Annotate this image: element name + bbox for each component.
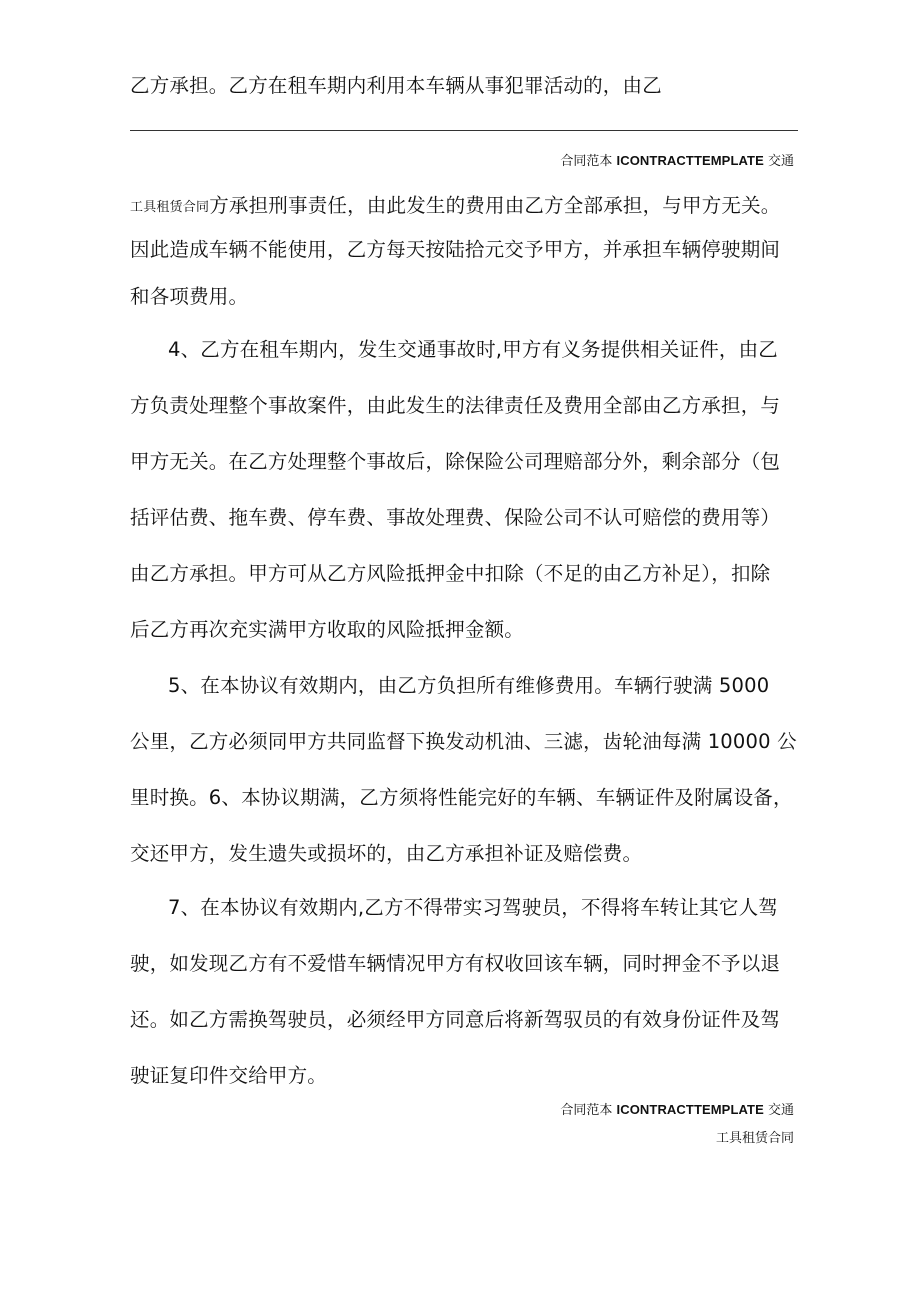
footer-suffix: 交通 [767,1103,794,1118]
paragraph-line: 方负责处理整个事故案件，由此发生的法律责任及费用全部由乙方承担，与 [130,394,781,417]
paragraph-line: 因此造成车辆不能使用，乙方每天按陆拾元交予甲方，并承担车辆停驶期间 [130,238,781,261]
paragraph-line: 驶证复印件交给甲方。 [130,1064,328,1087]
header-prefix: 合同范本 [560,154,613,169]
page-header [560,152,794,171]
paragraph-line: 里时换。6、本协议期满，乙方须将性能完好的车辆、车辆证件及附属设备， [130,786,793,809]
paragraph-line: 还。如乙方需换驾驶员，必须经甲方同意后将新驾驭员的有效身份证件及驾 [130,1008,781,1031]
paragraph-line: 后乙方再次充实满甲方收取的风险抵押金额。 [130,618,525,641]
paragraph-line-text: 方承担刑事责任，由此发生的费用由乙方全部承担，与甲方无关。 [209,194,781,217]
paragraph-line: 驶，如发现乙方有不爱惜车辆情况甲方有权收回该车辆，同时押金不予以退 [130,952,781,975]
paragraph-line: 公里，乙方必须同甲方共同监督下换发动机油、三滤，齿轮油每满 10000 公 [130,730,797,753]
header-suffix: 交通 [767,154,794,169]
page-footer-line2: 工具租赁合同 [715,1131,794,1146]
paragraph-line: 由乙方承担。甲方可从乙方风险抵押金中扣除（不足的由乙方补足），扣除 [130,562,771,585]
header-brand: ICONTRACTTEMPLATE [616,153,764,168]
header-divider [130,130,798,131]
paragraph-line: 甲方无关。在乙方处理整个事故后，除保险公司理赔部分外，剩余部分（包 [130,450,781,473]
clause-4-first-line: 4、乙方在租车期内，发生交通事故时,甲方有义务提供相关证件，由乙 [168,338,779,361]
header-suffix-inline: 工具租赁合同 [130,200,210,215]
paragraph-line: 括评估费、拖车费、停车费、事故处理费、保险公司不认可赔偿的费用等） [130,506,781,529]
clause-5-first-line: 5、在本协议有效期内，由乙方负担所有维修费用。车辆行驶满 5000 [168,674,770,697]
clause-7-first-line: 7、在本协议有效期内,乙方不得带实习驾驶员，不得将车转让其它人驾 [168,896,779,919]
footer-prefix: 合同范本 [560,1103,613,1118]
paragraph-line: 和各项费用。 [130,285,249,308]
paragraph-line: 乙方承担。乙方在租车期内利用本车辆从事犯罪活动的，由乙 [130,74,662,97]
paragraph-line: 交还甲方，发生遗失或损坏的，由乙方承担补证及赔偿费。 [130,842,643,865]
paragraph-line [130,192,781,222]
page-footer [560,1101,794,1120]
footer-brand: ICONTRACTTEMPLATE [616,1102,764,1117]
